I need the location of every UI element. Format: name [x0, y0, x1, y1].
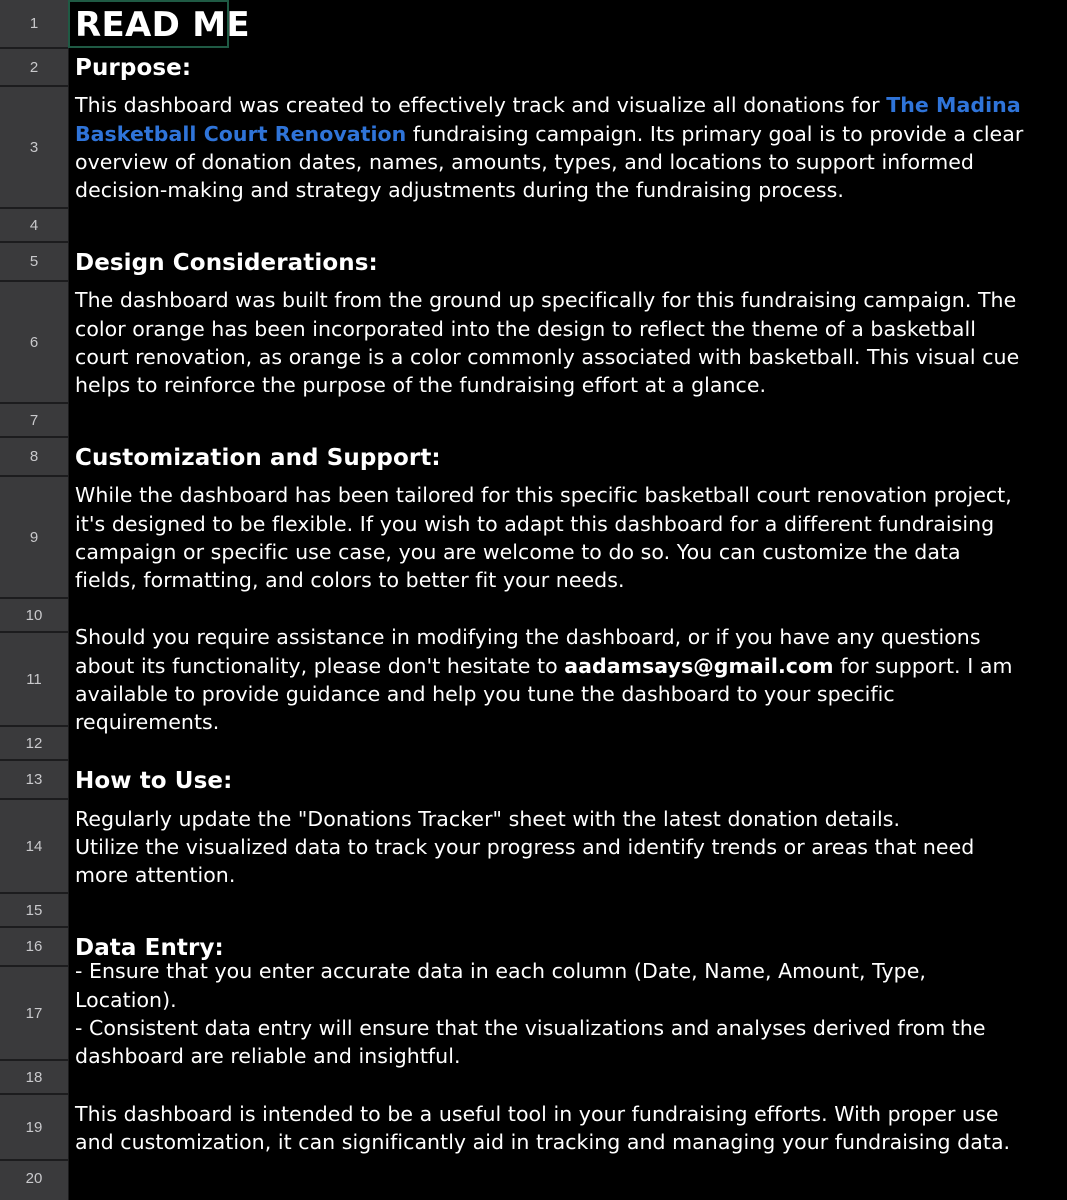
row-header-7[interactable]: 7	[0, 404, 69, 438]
purpose-text	[75, 91, 1027, 204]
row-15	[0, 894, 1067, 928]
cell-a17[interactable]	[69, 959, 1067, 1069]
how-to-use-text	[75, 805, 1027, 890]
data-entry-line-1: - Ensure that you enter accurate data in each column (Date, Name, Amount, Type, Location).	[75, 959, 926, 1012]
row-header-1[interactable]: 1	[0, 0, 69, 49]
row-header-13[interactable]: 13	[0, 761, 69, 800]
row-14	[0, 800, 1067, 894]
cell-a7[interactable]	[69, 404, 1067, 438]
cell-a20[interactable]	[69, 1161, 1067, 1200]
support-email: aadamsays@gmail.com	[564, 653, 834, 678]
row-4	[0, 209, 1067, 243]
purpose-text-end: fundraising campaign. Its primary goal is to provide a clear overview of donation dates, names, amounts, types, and locations to support informed decision-making and strategy adjustments during the fundraising process.	[75, 121, 1024, 203]
row-11	[0, 625, 1067, 735]
row-header-9[interactable]: 9	[0, 477, 69, 599]
page-title: READ ME	[75, 4, 250, 45]
data-entry-line-2: - Consistent data entry will ensure that the visualizations and analyses derived from the dashboard are reliable and insightful.	[75, 1016, 986, 1069]
row-20	[0, 1161, 1067, 1200]
row-header-15[interactable]: 15	[0, 894, 69, 928]
row-header-17[interactable]: 17	[0, 967, 69, 1061]
purpose-text-start: This dashboard was created to effectively track and visualize all donations for	[75, 93, 887, 118]
row-header-11[interactable]: 11	[0, 633, 69, 727]
row-header-3[interactable]: 3	[0, 87, 69, 209]
cell-a6[interactable]	[69, 282, 1067, 404]
campaign-link[interactable]: The Madina Basketball Court Renovation	[75, 93, 1021, 146]
row-3	[0, 87, 1067, 209]
how-to-use-line-1: Regularly update the "Donations Tracker" sheet with the latest donation details.	[75, 806, 901, 831]
data-entry-heading: Data Entry:	[75, 934, 224, 961]
row-6	[0, 282, 1067, 404]
closing-text: This dashboard is intended to be a useful tool in your fundraising efforts. With proper use and customization, it can significantly aid in tracking and managing your fundraising data.	[75, 1101, 1011, 1154]
row-19	[0, 1095, 1067, 1161]
purpose-heading: Purpose:	[75, 55, 192, 81]
selected-cell-outline	[68, 0, 229, 48]
cell-a5[interactable]	[69, 243, 1067, 282]
row-13	[0, 761, 1067, 800]
support-text-start: Should you require assistance in modifying the dashboard, or if you have any questions about its functionality, please don't hesitate to	[75, 625, 981, 678]
row-header-18[interactable]: 18	[0, 1061, 69, 1095]
cell-a9[interactable]	[69, 477, 1067, 599]
row-5	[0, 243, 1067, 282]
row-header-4[interactable]: 4	[0, 209, 69, 243]
row-18	[0, 1061, 1067, 1095]
design-text: The dashboard was built from the ground up specifically for this fundraising campaign. The color orange has been incorporated into the design to reflect the theme of a basketball court renovation, as orange is a color commonly associated with basketball. This visual cue helps to reinforce the purpose of the fundraising effort at a glance.	[75, 288, 1020, 398]
row-12	[0, 727, 1067, 761]
support-text-end: for support. I am available to provide guidance and help you tune the dashboard to your specific requirements.	[75, 653, 1013, 735]
row-9	[0, 477, 1067, 599]
customization-text: While the dashboard has been tailored for this specific basketball court renovation project, it's designed to be flexible. If you wish to adapt this dashboard for a different fundraising campaign or specific use case, you are welcome to do so. You can customize the data fields, formatting, and colors to better fit your needs.	[75, 483, 1012, 593]
row-header-6[interactable]: 6	[0, 282, 69, 404]
cell-a2[interactable]	[69, 49, 1067, 87]
row-header-20[interactable]: 20	[0, 1161, 69, 1200]
row-header-12[interactable]: 12	[0, 727, 69, 761]
design-heading: Design Considerations:	[75, 249, 378, 276]
row-header-8[interactable]: 8	[0, 438, 69, 477]
row-17	[0, 959, 1067, 1069]
cell-a14[interactable]	[69, 800, 1067, 894]
how-to-use-heading: How to Use:	[75, 767, 233, 794]
cell-a8[interactable]	[69, 438, 1067, 477]
cell-a12[interactable]	[69, 727, 1067, 761]
row-header-19[interactable]: 19	[0, 1095, 69, 1161]
row-header-16[interactable]: 16	[0, 928, 69, 967]
cell-a15[interactable]	[69, 894, 1067, 928]
support-text	[75, 623, 1027, 736]
row-2	[0, 49, 1067, 87]
customization-heading: Customization and Support:	[75, 444, 441, 471]
cell-a18[interactable]	[69, 1061, 1067, 1095]
how-to-use-line-2: Utilize the visualized data to track your progress and identify trends or areas that need more attention.	[75, 834, 975, 888]
row-header-2[interactable]: 2	[0, 49, 69, 87]
row-7	[0, 404, 1067, 438]
cell-a3[interactable]	[69, 87, 1067, 209]
row-header-10[interactable]: 10	[0, 599, 69, 633]
row-header-14[interactable]: 14	[0, 800, 69, 894]
row-1	[0, 0, 1067, 49]
cell-a11[interactable]	[69, 625, 1067, 735]
row-8	[0, 438, 1067, 477]
data-entry-text	[75, 957, 1027, 1070]
row-header-5[interactable]: 5	[0, 243, 69, 282]
cell-a4[interactable]	[69, 209, 1067, 243]
cell-a13[interactable]	[69, 761, 1067, 800]
cell-a19[interactable]	[69, 1095, 1067, 1161]
